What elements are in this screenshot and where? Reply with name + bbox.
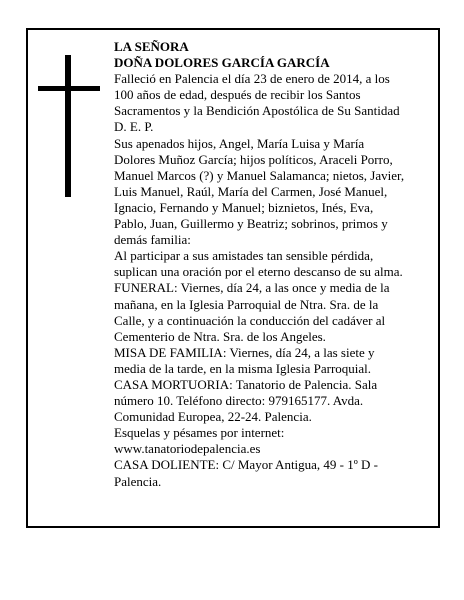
family-line: Dolores Muñoz García; hijos políticos, Araceli Porro,	[114, 151, 393, 167]
title-line-2: DOÑA DOLORES GARCÍA GARCÍA	[114, 55, 330, 71]
family-line: Ignacio, Fernando y Manuel; biznietos, Inés, Eva,	[114, 199, 374, 215]
death-line: 100 años de edad, después de recibir los Santos	[114, 87, 361, 103]
mortuary-line: Comunidad Europea, 22-24. Palencia.	[114, 409, 312, 425]
death-line: Sacramentos y la Bendición Apostólica de Su Santidad	[114, 103, 400, 119]
death-line: Falleció en Palencia el día 23 de enero de 2014, a los	[114, 71, 390, 87]
cross-horizontal-bar	[38, 86, 100, 91]
request-line: suplican una oración por el eterno descanso de su alma.	[114, 264, 403, 280]
funeral-line: Cementerio de Ntra. Sra. de los Angeles.	[114, 328, 326, 344]
mass-line: MISA DE FAMILIA: Viernes, día 24, a las siete y	[114, 344, 375, 360]
funeral-line: mañana, en la Iglesia Parroquial de Ntra. Sra. de la	[114, 296, 379, 312]
funeral-line: FUNERAL: Viernes, día 24, a las once y media de la	[114, 280, 390, 296]
cross-icon	[38, 55, 100, 197]
cross-vertical-bar	[65, 55, 71, 197]
website-line: www.tanatoriodepalencia.es	[114, 441, 261, 457]
death-line: D. E. P.	[114, 119, 154, 135]
mortuary-line: CASA MORTUORIA: Tanatorio de Palencia. Sala	[114, 376, 378, 392]
family-line: Pablo, Juan, Guillermo y Beatriz; sobrinos, primos y	[114, 216, 388, 232]
obituary-text	[114, 39, 426, 490]
family-line: Manuel Marcos (?) y Manuel Salamanca; nietos, Javier,	[114, 167, 405, 183]
home-line: Palencia.	[114, 473, 162, 489]
home-line: CASA DOLIENTE: C/ Mayor Antigua, 49 - 1º D -	[114, 457, 379, 473]
mass-line: media de la tarde, en la misma Iglesia Parroquial.	[114, 360, 372, 376]
mortuary-line: número 10. Teléfono directo: 979165177. Avda.	[114, 393, 364, 409]
internet-line: Esquelas y pésames por internet:	[114, 425, 285, 441]
title-line-1: LA SEÑORA	[114, 39, 189, 54]
family-line: demás familia:	[114, 232, 191, 248]
family-line: Luis Manuel, Raúl, María del Carmen, José Manuel,	[114, 183, 388, 199]
request-line: Al participar a sus amistades tan sensible pérdida,	[114, 248, 374, 264]
funeral-line: Calle, y a continuación la conducción del cadáver al	[114, 312, 386, 328]
family-line: Sus apenados hijos, Angel, María Luisa y María	[114, 135, 365, 151]
